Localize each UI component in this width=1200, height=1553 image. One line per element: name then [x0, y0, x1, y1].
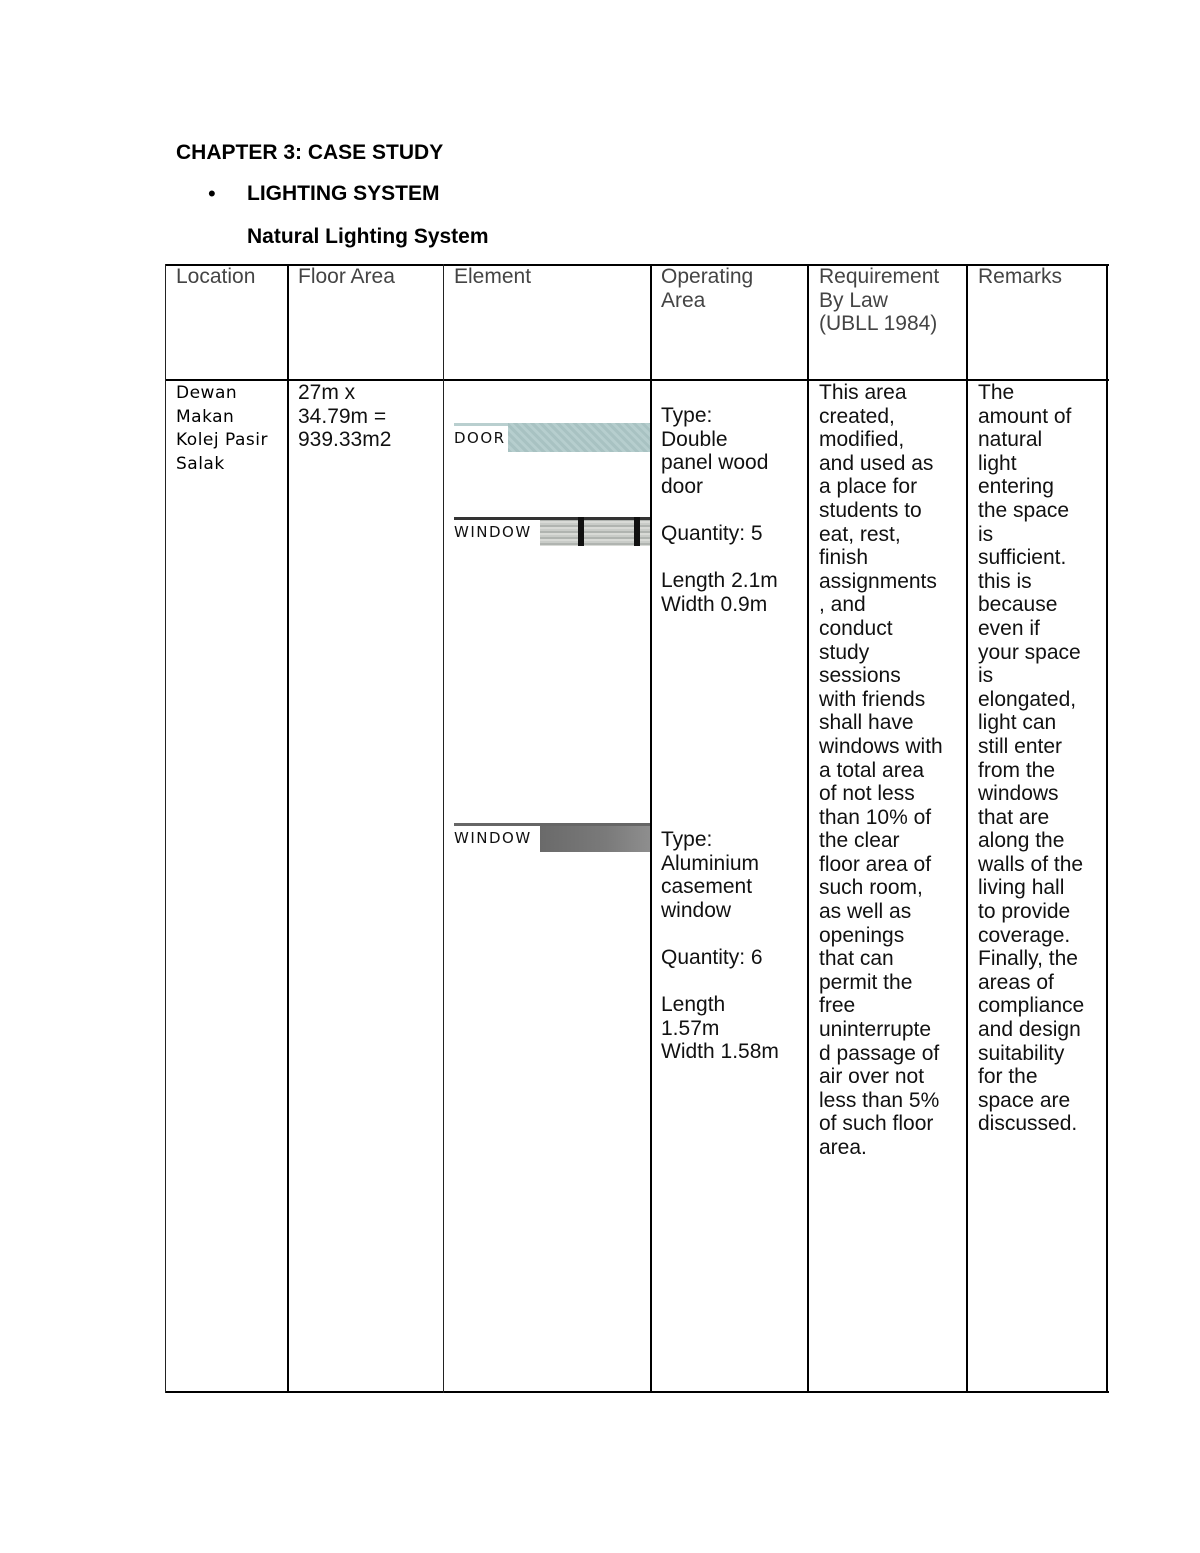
door-label: DOOR: [454, 429, 506, 447]
text-line: with friends: [819, 687, 926, 711]
operating-line: panel wood: [661, 451, 769, 475]
text-line: such room,: [819, 876, 923, 900]
text-line: study: [819, 640, 870, 664]
text-line: of not less: [819, 782, 915, 806]
operating-line: 1.57m: [661, 1016, 720, 1040]
text-line: , and: [819, 593, 866, 617]
cell-operating-door: [661, 404, 805, 616]
text-line: area.: [819, 1136, 867, 1159]
text-line: air over not: [819, 1065, 925, 1089]
text-line: a place for: [819, 475, 918, 499]
text-line: and used as: [819, 451, 934, 475]
column-divider: [966, 264, 968, 1393]
text-line: discussed.: [978, 1112, 1078, 1136]
header-element-text: Element: [454, 265, 532, 288]
text-line: windows with: [819, 734, 943, 758]
header-remarks-text: Remarks: [978, 265, 1063, 288]
operating-line: window: [661, 898, 732, 922]
text-line: d passage of: [819, 1041, 940, 1065]
floor-area-line: 27m x: [298, 381, 356, 404]
location-line: Dewan: [176, 383, 238, 403]
text-line: conduct: [819, 616, 893, 640]
text-line: than 10% of: [819, 805, 932, 829]
text-line: The: [978, 381, 1015, 404]
floor-area-line: 939.33m2: [298, 428, 392, 452]
cell-location: [176, 382, 284, 476]
header-operating-area-line: Operating: [661, 265, 754, 288]
column-divider: [650, 264, 652, 1393]
cell-remarks: [978, 381, 1105, 1136]
text-line: This area: [819, 381, 907, 404]
text-line: floor area of: [819, 852, 932, 876]
operating-line: Type:: [661, 828, 713, 851]
header-operating-area-line: Area: [661, 288, 706, 312]
cell-floor-area: [298, 381, 438, 452]
operating-line: Quantity: 6: [661, 945, 763, 969]
door-thumbnail: [454, 423, 650, 452]
text-line: living hall: [978, 876, 1065, 900]
operating-line: Aluminium: [661, 851, 760, 875]
text-line: the space: [978, 498, 1070, 522]
text-line: windows: [978, 782, 1059, 806]
text-line: walls of the: [978, 852, 1084, 876]
text-line: openings: [819, 923, 905, 947]
operating-line: casement: [661, 875, 753, 899]
text-line: for the: [978, 1065, 1038, 1089]
text-line: shall have: [819, 711, 914, 735]
text-line: a total area: [819, 758, 925, 782]
header-element: [454, 265, 644, 289]
window-label: WINDOW: [454, 523, 532, 541]
text-line: uninterrupte: [819, 1018, 932, 1042]
operating-line: Quantity: 5: [661, 521, 763, 545]
window-thumbnail: [454, 517, 650, 546]
text-line: coverage.: [978, 923, 1071, 947]
location-line: Salak: [176, 453, 225, 474]
operating-line: Width 1.58m: [661, 1040, 779, 1064]
text-line: students to: [819, 498, 922, 522]
text-line: entering: [978, 475, 1054, 499]
text-line: space are: [978, 1088, 1071, 1112]
header-remarks: [978, 265, 1104, 289]
chapter-heading: CHAPTER 3: CASE STUDY: [176, 141, 444, 164]
text-line: assignments: [819, 569, 937, 593]
text-line: along the: [978, 829, 1065, 853]
operating-line: Type:: [661, 404, 713, 427]
header-requirement-line: (UBLL 1984): [819, 312, 938, 336]
operating-line: Length: [661, 993, 726, 1017]
text-line: still enter: [978, 734, 1063, 758]
location-line: Kolej Pasir: [176, 430, 268, 450]
text-line: to provide: [978, 900, 1071, 924]
text-line: is: [978, 522, 994, 546]
text-line: light can: [978, 711, 1057, 735]
window-image: [540, 823, 650, 852]
table-right-border: [1106, 264, 1108, 1393]
operating-line: Double: [661, 427, 728, 451]
text-line: natural: [978, 428, 1043, 452]
operating-line: Length 2.1m: [661, 569, 778, 593]
text-line: even if: [978, 616, 1040, 640]
text-line: because: [978, 593, 1058, 617]
column-divider: [443, 264, 444, 1393]
column-divider: [807, 264, 809, 1393]
text-line: modified,: [819, 428, 905, 452]
section-title: LIGHTING SYSTEM: [247, 182, 440, 205]
header-requirement: [819, 265, 965, 336]
text-line: elongated,: [978, 687, 1077, 711]
text-line: eat, rest,: [819, 522, 901, 546]
header-floor-area: [298, 265, 438, 289]
text-line: free: [819, 994, 856, 1018]
cell-operating-window: [661, 828, 805, 1064]
text-line: this is: [978, 569, 1032, 593]
text-line: is: [978, 664, 994, 688]
text-line: from the: [978, 758, 1056, 782]
text-line: that can: [819, 947, 894, 971]
text-line: of such floor: [819, 1112, 934, 1136]
text-line: less than 5%: [819, 1088, 940, 1112]
text-line: amount of: [978, 404, 1072, 428]
header-floor-area-text: Floor Area: [298, 265, 395, 288]
text-line: light: [978, 451, 1017, 475]
text-line: compliance: [978, 994, 1085, 1018]
location-line: Makan: [176, 406, 235, 427]
text-line: the clear: [819, 829, 900, 853]
table-left-border: [165, 264, 166, 1393]
text-line: your space: [978, 640, 1081, 664]
header-location-text: Location: [176, 265, 256, 288]
text-line: suitability: [978, 1041, 1065, 1065]
bullet-icon: •: [208, 181, 216, 206]
cell-requirement: [819, 381, 965, 1160]
door-image: [508, 423, 650, 452]
window-label: WINDOW: [454, 829, 532, 847]
text-line: created,: [819, 404, 895, 428]
header-requirement-line: By Law: [819, 288, 888, 312]
text-line: sufficient.: [978, 546, 1067, 570]
operating-line: door: [661, 474, 704, 498]
text-line: and design: [978, 1018, 1081, 1042]
text-line: Finally, the: [978, 947, 1078, 971]
header-location: [176, 265, 284, 289]
subsection-title: Natural Lighting System: [247, 225, 489, 248]
floor-area-line: 34.79m =: [298, 404, 387, 428]
text-line: that are: [978, 805, 1050, 829]
text-line: sessions: [819, 664, 901, 688]
window-thumbnail: [454, 823, 650, 852]
text-line: permit the: [819, 970, 913, 994]
operating-line: Width 0.9m: [661, 592, 768, 616]
text-line: finish: [819, 546, 869, 570]
header-operating-area: [661, 265, 803, 312]
header-requirement-line: Requirement: [819, 265, 940, 288]
column-divider: [287, 264, 289, 1393]
text-line: as well as: [819, 900, 912, 924]
text-line: areas of: [978, 970, 1054, 994]
